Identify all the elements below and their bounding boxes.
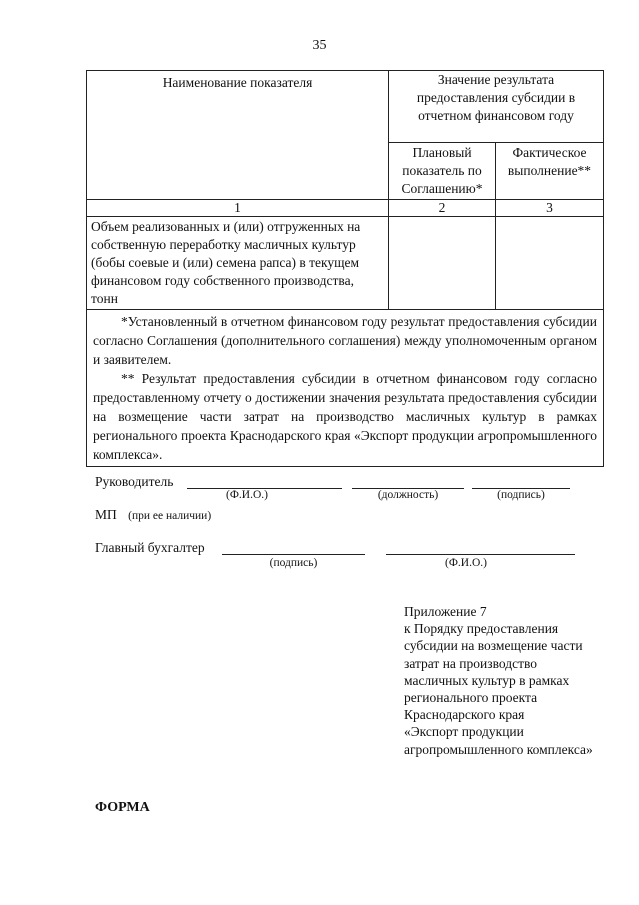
accountant-signature-line[interactable] bbox=[222, 554, 365, 555]
mp-note: (при ее наличии) bbox=[128, 510, 212, 522]
header-result-value: Значение результата предоставления субсидии в отчетном финансовом году bbox=[389, 71, 604, 143]
head-label: Руководитель bbox=[95, 474, 174, 489]
appendix-line: Краснодарского края bbox=[404, 707, 525, 723]
col-number-3: 3 bbox=[496, 200, 604, 217]
mp-label bbox=[95, 507, 211, 523]
header-actual: Фактическое выполнение** bbox=[496, 143, 604, 200]
row-planned-cell[interactable] bbox=[389, 217, 496, 310]
row-indicator-name: Объем реализованных и (или) отгруженных на собственную переработку масличных культур (бобы соевые и (или) семена рапса) в текущем финансовом году собственного производства, тонн bbox=[87, 217, 389, 310]
appendix-line: субсидии на возмещение части bbox=[404, 638, 583, 654]
appendix-line: к Порядку предоставления bbox=[404, 621, 559, 637]
col-number-1: 1 bbox=[87, 200, 389, 217]
appendix-block bbox=[404, 603, 629, 758]
appendix-line: масличных культур в рамках bbox=[404, 672, 570, 688]
footnotes bbox=[87, 310, 604, 467]
footnote-2: ** Результат предоставления субсидии в отчетном финансовом году согласно предоставленному отчету о достижении значения результата предоставления субсидии на возмещение части затрат на производство масличных культур в рамках регионального проекта Краснодарского края «Экспорт продукции агропромышленного комплекса». bbox=[93, 371, 597, 462]
footnote-1: *Установленный в отчетном финансовом году результат предоставления субсидии согласно Соглашения (дополнительного соглашения) между уполномоченным органом и заявителем. bbox=[93, 314, 597, 367]
appendix-line: регионального проекта bbox=[404, 690, 538, 706]
col-number-2: 2 bbox=[389, 200, 496, 217]
appendix-line: агропромышленного комплекса» bbox=[404, 741, 593, 757]
header-indicator-name: Наименование показателя bbox=[87, 71, 389, 200]
header-planned: Плановый показатель по Соглашению* bbox=[389, 143, 496, 200]
accountant-fio-caption: (Ф.И.О.) bbox=[445, 557, 487, 569]
form-label: ФОРМА bbox=[95, 800, 150, 815]
position-caption: (должность) bbox=[377, 489, 439, 501]
row-actual-cell[interactable] bbox=[496, 217, 604, 310]
fio-caption: (Ф.И.О.) bbox=[226, 489, 268, 501]
accountant-fio-line[interactable] bbox=[386, 554, 575, 555]
page-number: 35 bbox=[312, 38, 327, 53]
accountant-signature-caption: (подпись) bbox=[269, 557, 318, 569]
appendix-line: «Экспорт продукции bbox=[404, 724, 524, 740]
appendix-line: затрат на производство bbox=[404, 655, 538, 671]
appendix-title: Приложение 7 bbox=[404, 604, 487, 619]
report-table bbox=[86, 70, 604, 467]
mp-text: МП bbox=[95, 507, 117, 522]
accountant-label: Главный бухгалтер bbox=[95, 540, 205, 555]
signature-caption: (подпись) bbox=[497, 489, 545, 501]
